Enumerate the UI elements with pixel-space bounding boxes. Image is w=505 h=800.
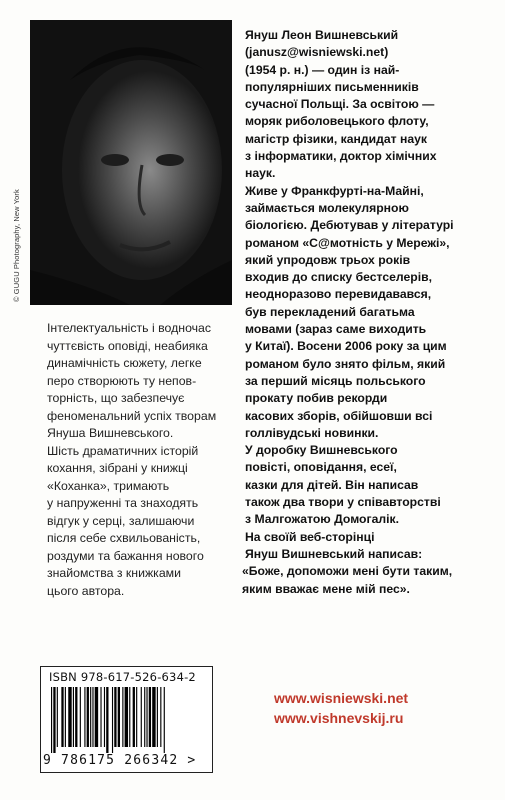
bio-line: наук. — [245, 166, 276, 181]
blurb-line: кохання, зібрані у книжці — [47, 461, 188, 475]
bio-line: касових зборів, обійшовши всі — [245, 408, 433, 423]
bio-line: романом було знято фільм, який — [245, 356, 446, 371]
bio-paragraph-3 — [245, 442, 495, 528]
blurb-line: феноменальний успіх творам — [47, 408, 217, 423]
blurb-line: відгук у серці, залишаючи — [47, 513, 195, 528]
bio-line: Живе у Франкфурті-на-Майні, — [245, 183, 424, 198]
website-link-1[interactable]: www.wisniewski.net — [274, 690, 409, 706]
bio-paragraph-1 — [245, 27, 495, 183]
bio-line: у Китаї). Восени 2006 року за цим — [245, 339, 447, 354]
author-websites — [274, 688, 494, 728]
author-quote — [242, 563, 495, 598]
barcode-bars — [45, 687, 205, 753]
photo-credit: © GUGU Photography, New York — [12, 189, 21, 302]
bio-line: казки для дітей. Він написав — [245, 477, 419, 492]
book-blurb — [47, 320, 242, 600]
bio-line: У доробку Вишневського — [245, 443, 398, 458]
isbn-number: 9 786175 266342 > — [43, 753, 197, 768]
bio-line: входив до списку бестселерів, — [245, 270, 432, 285]
author-portrait-image — [30, 20, 232, 305]
bio-line: (janusz@wisniewski.net) — [245, 45, 389, 60]
bio-line: моряк риболовецького флоту, — [245, 114, 429, 129]
isbn-label: ISBN 978-617-526-634-2 — [49, 670, 196, 684]
author-bio — [242, 27, 495, 598]
blurb-line: Інтелектуальність і водночас — [47, 321, 212, 335]
blurb-line: після себе схвильованість, — [47, 531, 201, 545]
bio-line: (1954 р. н.) — один із най- — [245, 62, 400, 77]
bio-line: На своїй веб-сторінці — [245, 529, 375, 544]
bio-line: за перший місяць польського — [245, 373, 426, 388]
blurb-line: знайомства з книжками — [47, 566, 181, 580]
bio-line: займається молекулярною — [245, 200, 409, 215]
bio-paragraph-4 — [245, 529, 495, 564]
bio-line: романом «С@мотність у Мережі», — [245, 235, 450, 250]
bio-line: магістр фізики, кандидат наук — [245, 131, 427, 146]
bio-line: з інформатики, доктор хімічних — [245, 149, 437, 164]
bio-line: популярніших письменників — [245, 79, 419, 94]
website-link-2[interactable]: www.vishnevskij.ru — [274, 710, 404, 726]
blurb-line: торність, що забезпечує — [47, 391, 185, 405]
bio-line: прокату побив рекорди — [245, 391, 388, 406]
blurb-line: Шість драматичних історій — [47, 443, 199, 458]
bio-line: був перекладений багатьма — [245, 304, 415, 319]
bio-line: з Малгожатою Домогалік. — [245, 512, 399, 527]
blurb-line: перо створюють ту непов- — [47, 373, 197, 388]
bio-line: сучасної Польщі. За освітою — — [245, 97, 435, 112]
blurb-line: чуттєвість оповіді, неабияка — [47, 338, 208, 353]
quote-line: «Боже, допоможи мені бути таким, — [242, 564, 453, 579]
bio-line: який упродовж трьох років — [245, 252, 411, 267]
isbn-barcode — [40, 666, 213, 773]
bio-line: також два твори у співавторстві — [245, 495, 441, 510]
blurb-line: динамічність сюжету, легке — [47, 356, 202, 370]
author-photo — [30, 20, 232, 305]
bio-line: мовами (зараз саме виходить — [245, 322, 427, 337]
blurb-line: цього автора. — [47, 583, 125, 598]
quote-line: яким вважає мене мій пес». — [242, 581, 410, 596]
bio-line: неодноразово перевидавався, — [245, 287, 432, 302]
bio-line: повісті, оповідання, есеї, — [245, 460, 397, 475]
bio-line: голлівудські новинки. — [245, 425, 379, 440]
blurb-line: роздуми та бажання нового — [47, 548, 204, 563]
bio-line: Януш Вишневський написав: — [245, 546, 423, 561]
blurb-line: Януша Вишневського. — [47, 426, 174, 440]
blurb-line: «Коханка», тримають — [47, 478, 170, 493]
bio-line: Януш Леон Вишневський — [245, 28, 399, 42]
bio-line: біологією. Дебютував у літературі — [245, 218, 454, 233]
blurb-line: у напруженні та знаходять — [47, 496, 199, 510]
bio-paragraph-2 — [245, 183, 495, 442]
